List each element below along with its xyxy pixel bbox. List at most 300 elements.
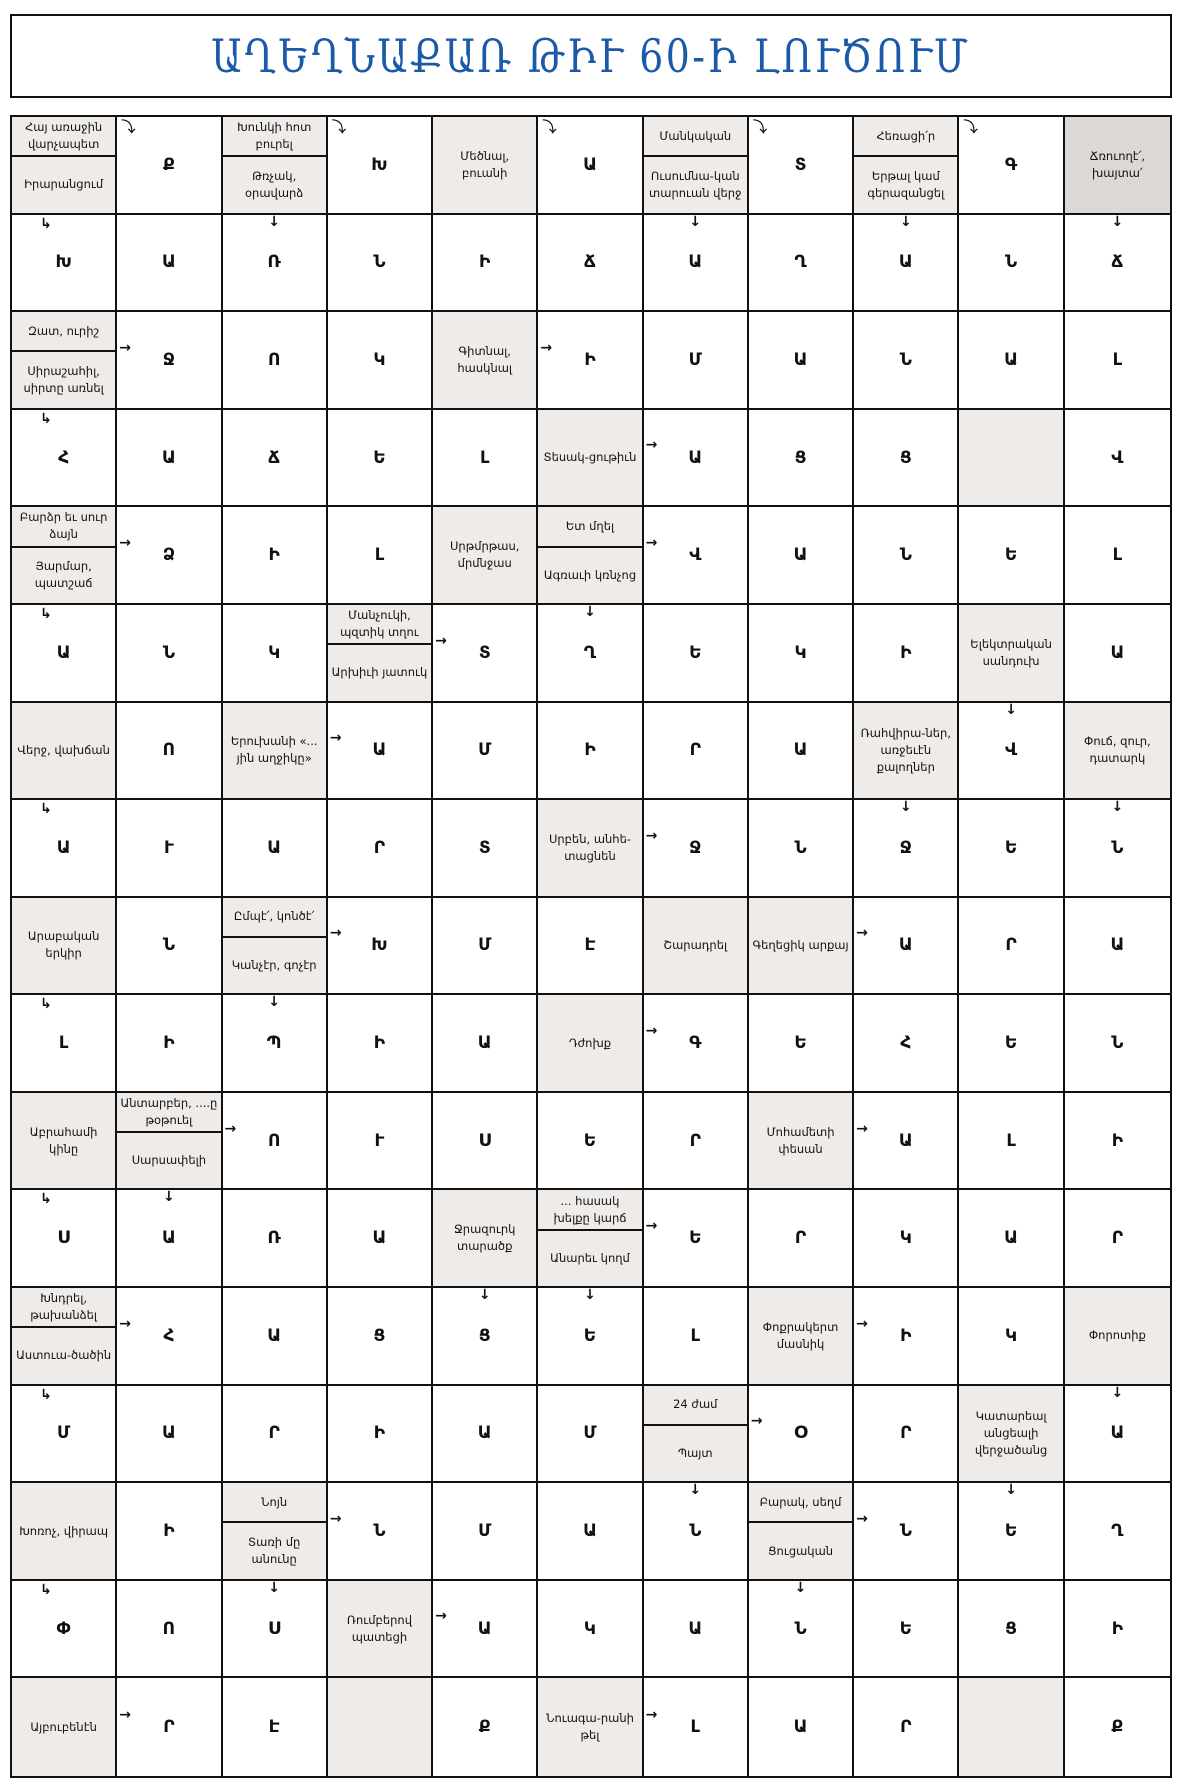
clue-text: Նուագա-րանի թել <box>546 1711 634 1743</box>
answer-letter: Պ <box>266 1033 282 1054</box>
answer-cell <box>12 605 117 703</box>
crossword-grid <box>10 115 1172 1778</box>
answer-cell <box>117 995 222 1093</box>
clue-top <box>12 312 115 352</box>
arrow-down-icon: ↓ <box>899 800 912 816</box>
answer-letter: Ն <box>1111 1033 1124 1054</box>
answer-cell <box>223 995 328 1093</box>
arrow-down-icon: ↓ <box>268 1580 281 1596</box>
answer-letter: Լ <box>690 1717 700 1738</box>
answer-letter: Ի <box>584 740 596 761</box>
clue-text: Մեծնալ, բուանի <box>460 148 510 180</box>
answer-cell <box>538 1386 643 1484</box>
clue-text: Վերջ, վախճան <box>17 742 110 757</box>
answer-cell <box>644 1093 749 1191</box>
answer-cell <box>328 995 433 1093</box>
split-clue-cell <box>223 1483 328 1581</box>
arrow-bent-right-icon: ↳ <box>40 801 52 818</box>
clue-top <box>117 1093 220 1133</box>
clue-cell <box>1065 1288 1170 1386</box>
answer-cell <box>433 1483 538 1581</box>
answer-letter: Վ <box>1111 447 1124 468</box>
clue-text: Մանչուկի, պզտիկ տղու <box>340 608 419 640</box>
answer-cell <box>1065 800 1170 898</box>
answer-cell <box>854 1386 959 1484</box>
answer-letter: Ե <box>899 1618 913 1639</box>
clue-text: Աստուա-ծածին <box>16 1348 112 1363</box>
arrow-bent-right-icon: ↳ <box>40 410 52 427</box>
answer-letter: Կ <box>268 642 281 663</box>
answer-cell <box>749 1581 854 1679</box>
arrow-bent-down-icon: ⤵ <box>542 120 557 136</box>
answer-cell <box>538 605 643 703</box>
answer-cell <box>1065 1190 1170 1288</box>
clue-text: Երթալ կամ գերազանցել <box>867 168 945 200</box>
answer-letter: Խ <box>371 154 388 175</box>
clue-cell <box>12 1483 117 1581</box>
arrow-right-icon: → <box>119 535 131 552</box>
answer-letter: Ն <box>162 935 175 956</box>
answer-cell <box>538 1093 643 1191</box>
clue-cell <box>538 800 643 898</box>
split-clue-cell <box>538 1190 643 1288</box>
answer-cell <box>117 1288 222 1386</box>
clue-top <box>12 1288 115 1328</box>
answer-cell <box>538 1288 643 1386</box>
answer-cell <box>854 1288 959 1386</box>
answer-letter: Մ <box>478 1521 492 1542</box>
clue-text: Սիրաշահիլ, սիրտը առնել <box>23 364 104 396</box>
answer-letter: Ա <box>372 1228 387 1249</box>
answer-cell <box>854 605 959 703</box>
answer-cell <box>959 507 1064 605</box>
answer-letter: Ա <box>1110 935 1125 956</box>
clue-text: Ետ մղել <box>565 518 615 533</box>
clue-text: 24 ժամ <box>673 1397 718 1412</box>
clue-text: Անտարբեր, ....ը թօթուել <box>120 1095 218 1127</box>
clue-text: Շարադրել <box>663 937 728 952</box>
answer-letter: Ն <box>899 1521 912 1542</box>
answer-letter: Լ <box>690 1325 700 1346</box>
answer-cell <box>12 410 117 508</box>
clue-text: Խոռոչ, վիրապ <box>19 1523 109 1538</box>
answer-cell <box>854 898 959 996</box>
answer-letter: Ե <box>583 1325 597 1346</box>
clue-text: ... հասակ խելքը կարճ <box>553 1193 627 1225</box>
answer-letter: Ճ <box>584 252 596 273</box>
clue-bottom <box>538 1231 641 1286</box>
answer-letter: Վ <box>1005 740 1018 761</box>
split-clue-cell <box>12 507 117 605</box>
clue-top <box>749 1483 852 1523</box>
clue-bottom <box>223 157 326 212</box>
answer-letter: Ր <box>900 1423 912 1444</box>
answer-letter: Մ <box>583 1423 597 1444</box>
answer-cell <box>12 800 117 898</box>
answer-letter: Տ <box>478 642 491 663</box>
answer-cell <box>538 898 643 996</box>
clue-top <box>644 117 747 157</box>
clue-bottom <box>328 645 431 700</box>
page-title: ԱՂԵՂՆԱՔԱՌ ԹԻՒ 60-Ի ԼՈՒԾՈՒՄ <box>211 29 971 83</box>
answer-letter: Խ <box>371 935 388 956</box>
answer-letter: Ա <box>56 837 71 858</box>
answer-cell <box>1065 995 1170 1093</box>
clue-cell <box>854 703 959 801</box>
arrow-down-icon: ↓ <box>268 214 281 230</box>
answer-letter: Տ <box>794 154 807 175</box>
answer-letter: Ւ <box>374 1130 385 1151</box>
answer-letter: Օ <box>794 1423 808 1444</box>
answer-cell <box>328 703 433 801</box>
arrow-bent-down-icon: ⤵ <box>752 120 767 136</box>
answer-cell <box>538 312 643 410</box>
answer-letter: Ք <box>162 154 175 175</box>
clue-text: Ճռուողէ՛, խայտա՛ <box>1089 148 1146 180</box>
answer-cell <box>959 1093 1064 1191</box>
split-clue-cell <box>328 605 433 703</box>
answer-cell <box>854 507 959 605</box>
answer-letter: Ի <box>1111 1618 1124 1639</box>
clue-top <box>328 605 431 645</box>
arrow-down-icon: ↓ <box>478 1288 491 1304</box>
clue-text: Խունկի հոտ բուրել <box>237 120 312 152</box>
answer-cell <box>223 800 328 898</box>
clue-text: Բարձր եւ սուր ձայն <box>19 510 108 542</box>
answer-cell <box>749 410 854 508</box>
answer-letter: Ռ <box>267 1228 281 1249</box>
clue-cell <box>644 898 749 996</box>
split-clue-cell <box>12 117 117 215</box>
answer-letter: Ն <box>373 1521 386 1542</box>
answer-letter: Հ <box>900 1033 912 1054</box>
clue-top <box>223 1483 326 1523</box>
answer-letter: Մ <box>57 1423 71 1444</box>
answer-cell <box>959 898 1064 996</box>
answer-cell <box>223 605 328 703</box>
clue-cell <box>12 898 117 996</box>
answer-cell <box>749 215 854 313</box>
arrow-right-icon: → <box>856 1120 868 1137</box>
arrow-down-icon: ↓ <box>689 214 702 230</box>
answer-letter: Ջ <box>689 837 702 858</box>
clue-top <box>644 1386 747 1426</box>
arrow-right-icon: → <box>856 925 868 942</box>
answer-letter: Ե <box>689 642 702 663</box>
answer-cell <box>854 995 959 1093</box>
answer-cell <box>1065 605 1170 703</box>
answer-cell <box>433 410 538 508</box>
clue-text: Ջրազուրկ տարածք <box>453 1222 516 1254</box>
answer-cell <box>12 1581 117 1679</box>
answer-cell <box>1065 507 1170 605</box>
arrow-right-icon: → <box>645 1218 658 1235</box>
answer-letter: Ց <box>373 1325 386 1346</box>
answer-letter: Ե <box>1004 837 1018 858</box>
arrow-bent-down-icon: ⤵ <box>121 120 136 136</box>
answer-letter: Ա <box>1004 1228 1018 1249</box>
clue-bottom <box>644 1426 747 1481</box>
split-clue-cell <box>12 312 117 410</box>
answer-cell <box>749 1386 854 1484</box>
split-clue-cell <box>749 1483 854 1581</box>
title-banner <box>10 14 1172 98</box>
answer-letter: Լ <box>479 447 490 468</box>
answer-cell <box>328 410 433 508</box>
clue-top <box>854 117 957 157</box>
answer-letter: Լ <box>1112 349 1123 370</box>
clue-text: Տառի մը անունը <box>248 1535 301 1567</box>
answer-cell <box>749 1678 854 1776</box>
answer-cell <box>12 1386 117 1484</box>
answer-cell <box>328 507 433 605</box>
answer-cell <box>1065 1093 1170 1191</box>
answer-cell <box>117 1483 222 1581</box>
answer-cell <box>328 1190 433 1288</box>
clue-bottom <box>223 1523 326 1578</box>
answer-letter: Կ <box>1005 1325 1018 1346</box>
answer-cell <box>433 1093 538 1191</box>
arrow-right-icon: → <box>645 827 658 844</box>
answer-cell <box>854 1093 959 1191</box>
answer-letter: Ո <box>162 740 176 761</box>
clue-text: Փուճ, զուր, դատարկ <box>1084 734 1151 766</box>
arrow-down-icon: ↓ <box>1005 702 1017 718</box>
answer-cell <box>538 117 643 215</box>
clue-text: Իրարանցում <box>24 177 104 192</box>
answer-letter: Ղ <box>794 252 807 273</box>
answer-cell <box>117 1678 222 1776</box>
clue-text: Փոքրակերտ մասնիկ <box>762 1319 839 1351</box>
answer-letter: Խ <box>55 252 72 273</box>
answer-letter: Ա <box>1004 349 1018 370</box>
arrow-right-icon: → <box>645 437 658 454</box>
answer-cell <box>328 898 433 996</box>
answer-cell <box>223 1093 328 1191</box>
answer-cell <box>328 800 433 898</box>
arrow-right-icon: → <box>119 339 131 356</box>
arrow-down-icon: ↓ <box>163 1190 175 1206</box>
answer-letter: Ա <box>898 252 913 273</box>
answer-cell <box>433 1288 538 1386</box>
answer-cell <box>1065 312 1170 410</box>
answer-cell <box>117 507 222 605</box>
answer-letter: Ն <box>1005 252 1018 273</box>
split-clue-cell <box>223 898 328 996</box>
clue-text: Արաբական երկիր <box>27 929 100 961</box>
clue-cell <box>433 1190 538 1288</box>
arrow-down-icon: ↓ <box>899 214 912 230</box>
arrow-bent-right-icon: ↳ <box>40 605 52 622</box>
clue-text: Այբուբենէն <box>30 1719 97 1734</box>
clue-text: Հայ առաջին վարչապետ <box>25 120 103 152</box>
answer-cell <box>223 1386 328 1484</box>
clue-cell <box>749 898 854 996</box>
blank-cell <box>959 410 1064 508</box>
answer-letter: Ա <box>161 447 176 468</box>
answer-letter: Ն <box>689 1521 702 1542</box>
arrow-bent-down-icon: ⤵ <box>963 120 978 136</box>
clue-bottom <box>12 157 115 212</box>
answer-cell <box>117 312 222 410</box>
clue-bottom <box>749 1523 852 1578</box>
answer-cell <box>854 1678 959 1776</box>
clue-text: Դժոխք <box>568 1035 612 1050</box>
clue-text: Թռչակ, օրավարձ <box>245 168 304 200</box>
answer-letter: Ի <box>584 349 596 370</box>
answer-cell <box>644 410 749 508</box>
answer-cell <box>433 1678 538 1776</box>
split-clue-cell <box>644 117 749 215</box>
clue-cell <box>328 1581 433 1679</box>
clue-bottom <box>12 1328 115 1383</box>
answer-cell <box>959 995 1064 1093</box>
answer-cell <box>854 800 959 898</box>
answer-letter: Ս <box>267 1618 281 1639</box>
answer-letter: Ի <box>479 252 491 273</box>
answer-letter: Ի <box>1111 1130 1124 1151</box>
answer-cell <box>433 215 538 313</box>
clue-cell <box>959 605 1064 703</box>
answer-cell <box>854 1483 959 1581</box>
answer-letter: Տ <box>478 837 491 858</box>
answer-cell <box>328 215 433 313</box>
answer-letter: Ր <box>373 837 386 858</box>
answer-letter: Կ <box>899 1228 912 1249</box>
split-clue-cell <box>223 117 328 215</box>
clue-text: Գիտնալ, հասկնալ <box>457 343 513 375</box>
answer-cell <box>117 703 222 801</box>
answer-cell <box>117 1386 222 1484</box>
answer-letter: Լ <box>1006 1130 1016 1151</box>
answer-cell <box>1065 1678 1170 1776</box>
answer-letter: Ս <box>57 1228 70 1249</box>
answer-cell <box>433 605 538 703</box>
answer-letter: Ի <box>163 1521 175 1542</box>
answer-cell <box>959 1288 1064 1386</box>
answer-cell <box>644 703 749 801</box>
answer-cell <box>12 995 117 1093</box>
clue-text: Ռումբերով պատեցի <box>346 1612 412 1644</box>
answer-cell <box>328 117 433 215</box>
answer-cell <box>854 1190 959 1288</box>
answer-letter: Ա <box>161 1423 176 1444</box>
clue-text: Սարսափելի <box>131 1153 207 1168</box>
clue-text: Ռահվիրա-ներ, առջեւէն քալողներ <box>860 725 951 774</box>
arrow-down-icon: ↓ <box>689 1483 702 1499</box>
clue-bottom <box>12 548 115 603</box>
clue-top <box>223 898 326 938</box>
arrow-right-icon: → <box>856 1315 868 1332</box>
answer-cell <box>328 1288 433 1386</box>
clue-bottom <box>644 157 747 212</box>
answer-letter: Ն <box>794 837 807 858</box>
answer-letter: Լ <box>58 1033 69 1054</box>
arrow-right-icon: → <box>119 1706 131 1723</box>
answer-letter: Լ <box>1112 545 1123 566</box>
answer-letter: Ա <box>793 545 808 566</box>
answer-cell <box>644 800 749 898</box>
answer-cell <box>644 1190 749 1288</box>
arrow-right-icon: → <box>435 632 447 649</box>
answer-cell <box>433 800 538 898</box>
clue-text: Ելեկտրական սանդուխ <box>970 636 1052 668</box>
clue-cell <box>749 1093 854 1191</box>
answer-cell <box>749 507 854 605</box>
answer-cell <box>538 1581 643 1679</box>
answer-letter: Ա <box>793 740 808 761</box>
clue-cell <box>1065 703 1170 801</box>
answer-letter: Ր <box>163 1717 175 1738</box>
answer-cell <box>644 1581 749 1679</box>
clue-text: Ուսումնա-կան տարուան վերջ <box>649 168 742 200</box>
clue-top <box>538 1190 641 1230</box>
answer-letter: Ջ <box>162 349 175 370</box>
clue-text: Աբրահամի կինը <box>29 1124 98 1156</box>
answer-cell <box>959 1581 1064 1679</box>
arrow-down-icon: ↓ <box>584 604 596 620</box>
answer-letter: Ճ <box>1111 252 1124 273</box>
arrow-right-icon: → <box>645 1706 658 1723</box>
answer-letter: Ց <box>899 447 912 468</box>
answer-letter: Ե <box>689 1228 702 1249</box>
answer-letter: Ճ <box>268 447 281 468</box>
answer-cell <box>223 215 328 313</box>
clue-text: Ըմպէ՛, կոնծէ՛ <box>233 909 315 924</box>
answer-letter: Ե <box>1004 1521 1018 1542</box>
arrow-right-icon: → <box>856 1510 868 1527</box>
answer-letter: Ի <box>900 642 912 663</box>
arrow-down-icon: ↓ <box>268 995 281 1011</box>
arrow-right-icon: → <box>435 1608 447 1625</box>
answer-letter: Ա <box>583 1521 597 1542</box>
clue-text: Կանչէր, գոչէր <box>231 958 317 973</box>
arrow-down-icon: ↓ <box>1005 1483 1017 1499</box>
answer-cell <box>644 312 749 410</box>
answer-cell <box>328 1386 433 1484</box>
answer-letter: Ւ <box>164 837 174 858</box>
answer-cell <box>538 703 643 801</box>
answer-cell <box>223 312 328 410</box>
answer-cell <box>433 1386 538 1484</box>
clue-cell <box>1065 117 1170 215</box>
answer-letter: Ա <box>898 1130 913 1151</box>
answer-letter: Վ <box>689 545 702 566</box>
answer-letter: Ն <box>899 545 912 566</box>
answer-letter: Կ <box>794 642 807 663</box>
clue-bottom <box>117 1133 220 1188</box>
answer-letter: Ք <box>1111 1717 1124 1738</box>
answer-cell <box>749 605 854 703</box>
answer-letter: Ա <box>688 252 703 273</box>
arrow-bent-right-icon: ↳ <box>40 215 52 232</box>
arrow-bent-right-icon: ↳ <box>40 996 52 1013</box>
answer-letter: Ա <box>583 154 597 175</box>
answer-cell <box>854 215 959 313</box>
clue-top <box>12 507 115 547</box>
answer-letter: Ա <box>477 1423 492 1444</box>
answer-cell <box>644 1483 749 1581</box>
arrow-right-icon: → <box>329 1510 342 1527</box>
clue-text: Արխիւի յատուկ <box>331 665 428 680</box>
answer-cell <box>644 1288 749 1386</box>
answer-cell <box>117 117 222 215</box>
clue-cell <box>433 312 538 410</box>
answer-cell <box>959 312 1064 410</box>
arrow-bent-right-icon: ↳ <box>40 1191 52 1208</box>
clue-text: Տեսակ-ցութիւն <box>543 450 637 465</box>
answer-letter: Ա <box>477 1033 492 1054</box>
